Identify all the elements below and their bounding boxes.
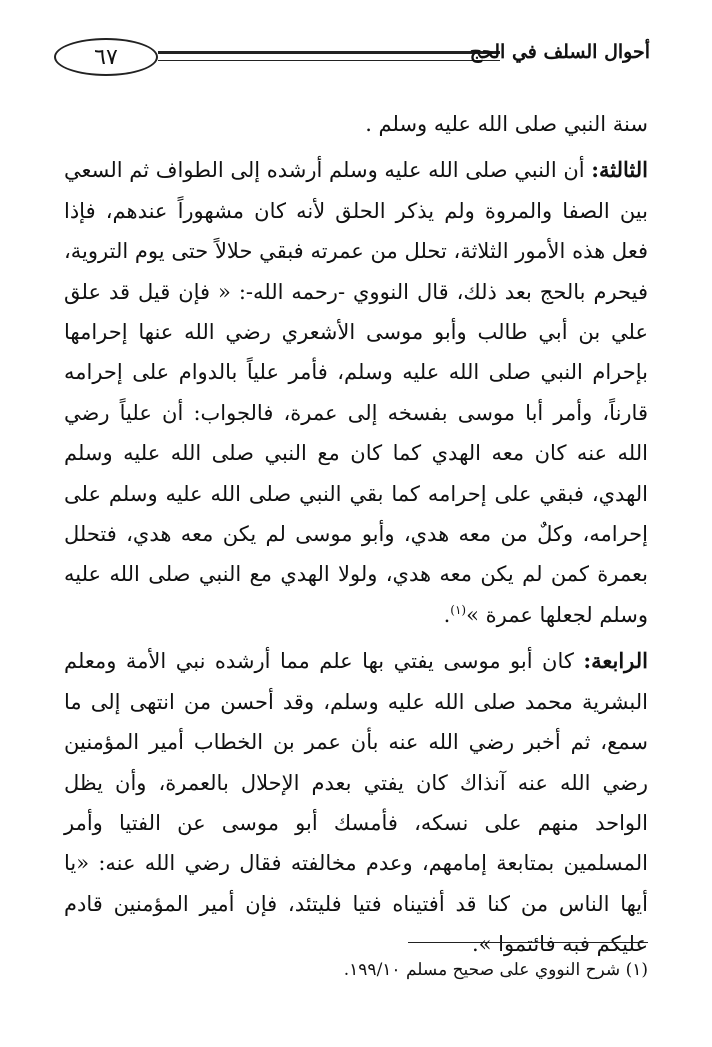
paragraph-third [64,150,648,635]
footnote: (١) شرح النووي على صحيح مسلم ١٩٩/١٠. [343,960,648,980]
paragraph-end: . [443,602,451,627]
intro-line: سنة النبي صلى الله عليه وسلم . [365,112,648,136]
paragraph-text: أن النبي صلى الله عليه وسلم أرشده إلى الطواف ثم السعي بين الصفا والمروة ولم يذكر الحلق لأنه كان مشهوراً عندهم، فإذا فعل هذه الأمور الثلاثة، تحلل من عمرته فبقي حلالاً حتى يوم التروية، فيحرم بالحج بعد ذلك، قال النووي -رحمه الله-: « فإن قيل قد علق علي بن أبي طالب وأبو موسى الأشعري رضي الله عنها إحرامها بإحرام النبي صلى الله عليه وسلم، فأمر علياً بالدوام على إحرامه قارناً، وأمر أبا موسى بفسخه إلى عمرة، فالجواب: أن علياً رضي الله عنه كان معه الهدي كما كان مع النبي صلى الله عليه وسلم الهدي، فبقي على إحرامه كما بقي النبي صلى الله عليه وسلم على إحرامه، وكلٌ من معه هدي، وأبو موسى لم يكن معه هدي، فتحلل بعمرة كمن لم يكن معه هدي، ولولا الهدي مع النبي صلى الله عليه وسلم لجعلها عمرة » [64,158,648,627]
footnote-marker: (١) [450,602,467,617]
paragraph-fourth [64,641,648,964]
paragraph-label: الثالثة: [591,157,648,183]
page-number: ٦٧ [54,38,158,76]
running-title: أحوال السلف في الحج [469,41,650,63]
paragraph-text: كان أبو موسى يفتي بها علم مما أرشده نبي الأمة ومعلم البشرية محمد صلى الله عليه وسلم، وقد أحسن من انتهى إلى ما سمع، ثم أخبر رضي الله عنه بأن عمر بن الخطاب أمير المؤمنين رضي الله عنه آنذاك كان يفتي بعدم الإحلال بالعمرة، وأن يظل الواحد منهم على نسكه، فأمسك أبو موسى عن الفتيا وأمر المسلمين بمتابعة إمامهم، وعدم مخالفته فقال رضي الله عنه: «يا أيها الناس من كنا قد أفتيناه فتيا فليتئد، فإن أمير المؤمنين قادم عليكم فبه فائتموا ». [64,649,649,957]
header-rule [158,51,500,61]
paragraph-label: الرابعة: [583,648,648,674]
body-text [64,104,648,965]
page-header [54,38,650,76]
footnote-separator [408,942,648,943]
